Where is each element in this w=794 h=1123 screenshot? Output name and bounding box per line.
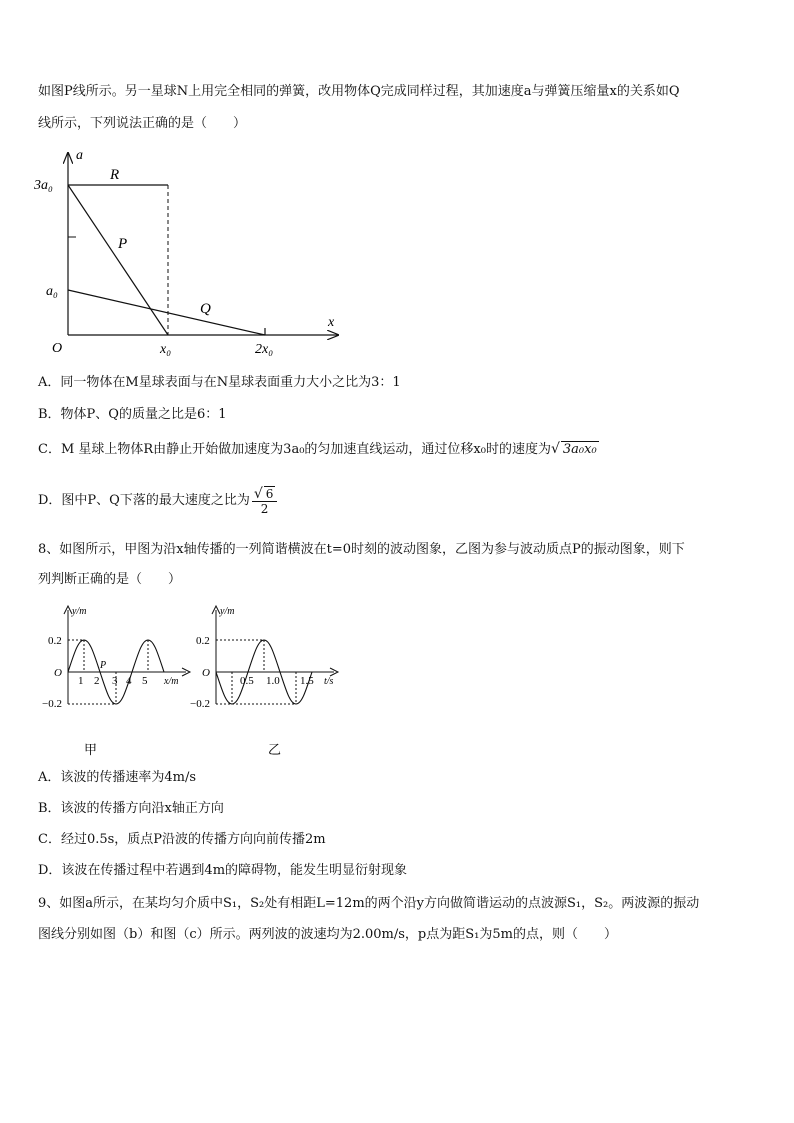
graph-a-yneg: −0.2	[42, 698, 62, 710]
line-Q	[68, 290, 265, 335]
q7-stem-line2: 线所示，下列说法正确的是（ ）	[38, 116, 247, 131]
label-R: R	[110, 167, 120, 183]
graph-b-ypos: 0.2	[196, 635, 210, 647]
q8-option-b: B．该波的传播方向沿x轴正方向	[38, 801, 224, 816]
q7-option-d-text: D．图中P、Q下落的最大速度之比为	[38, 493, 250, 508]
graph-b-origin: O	[202, 667, 210, 679]
graph-a-caption: 甲	[84, 742, 98, 757]
y-axis-label: a	[76, 148, 83, 163]
q7-option-d-den: 2	[260, 502, 269, 516]
graph-a-tick-1: 1	[78, 675, 84, 687]
graph-a-tick-2: 2	[94, 675, 100, 687]
q7-option-d-fraction: $\frac{√ 6}{2}$	[252, 486, 278, 516]
q8-graph-b	[186, 602, 356, 762]
graph-b-tick-10: 1.0	[266, 675, 280, 687]
q9-stem-line1: 9、如图a所示，在某均匀介质中S₁，S₂处有相距L=12m的两个沿y方向做简谐运动的点波源S₁，S₂。两波源的振动	[38, 896, 700, 911]
q8-option-a: A．该波的传播速率为4m/s	[38, 770, 197, 785]
graph-a-xlabel: x/m	[164, 676, 179, 687]
tick-2x0: 2x₀	[255, 342, 274, 357]
q7-option-c-root: 3a₀x₀	[562, 442, 597, 457]
graph-b-ylabel: y/m	[220, 606, 235, 617]
graph-b-caption: 乙	[268, 742, 282, 757]
graph-b-yneg: −0.2	[190, 698, 210, 710]
q7-graph	[30, 145, 350, 360]
q7-option-a: A．同一物体在M星球表面与在N星球表面重力大小之比为3：1	[38, 375, 401, 390]
label-P: P	[118, 236, 128, 252]
graph-b-tick-15: 1.5	[300, 675, 314, 687]
q7-stem-line1: 如图P线所示。另一星球N上用完全相同的弹簧，改用物体Q完成同样过程，其加速度a与弹簧压缩量x的关系如Q	[38, 84, 680, 99]
line-P	[68, 185, 168, 335]
graph-b-xlabel: t/s	[324, 676, 334, 687]
tick-a0: a₀	[46, 284, 58, 299]
label-Q: Q	[200, 301, 211, 317]
q9-stem-line2: 图线分别如图（b）和图（c）所示。两列波的波速均为2.00m/s，p点为距S₁为5m的点，则（ ）	[38, 927, 617, 942]
origin-label: O	[52, 341, 63, 356]
graph-a-tick-3: 3	[112, 675, 118, 687]
q7-option-d	[38, 486, 277, 520]
tick-3a0: 3a₀	[34, 178, 53, 193]
x-axis-label: x	[328, 315, 335, 330]
q8-stem-line1: 8、如图所示，甲图为沿x轴传播的一列简谐横波在t=0时刻的波动图象，乙图为参与波动质点P的振动图象，则下	[38, 542, 685, 557]
q8-stem-line2: 列判断正确的是（ ）	[38, 572, 182, 587]
q7-option-c-text: C．M 星球上物体R由静止开始做加速度为3a₀的匀加速直线运动，通过位移x₀时的速度为	[38, 442, 551, 457]
graph-a-origin: O	[54, 667, 62, 679]
graph-b-tick-05: 0.5	[240, 675, 254, 687]
tick-x0: x₀	[160, 342, 172, 357]
q7-option-b: B．物体P、Q的质量之比是6：1	[38, 407, 227, 422]
graph-a-point-p: P	[100, 660, 107, 671]
graph-a-ylabel: y/m	[72, 606, 87, 617]
graph-a-tick-4: 4	[126, 675, 132, 687]
q7-option-c: C．M 星球上物体R由静止开始做加速度为3a₀的匀加速直线运动，通过位移x₀时的速度为√ 3a₀x₀	[38, 441, 597, 457]
q8-option-d: D．该波在传播过程中若遇到4m的障碍物，能发生明显衍射现象	[38, 863, 408, 878]
q8-graph-a	[38, 602, 198, 762]
graph-a-tick-5: 5	[142, 675, 148, 687]
q7-option-d-num: 6	[265, 487, 274, 501]
graph-a-ypos: 0.2	[48, 635, 62, 647]
q8-option-c: C．经过0.5s，质点P沿波的传播方向向前传播2m	[38, 832, 326, 847]
